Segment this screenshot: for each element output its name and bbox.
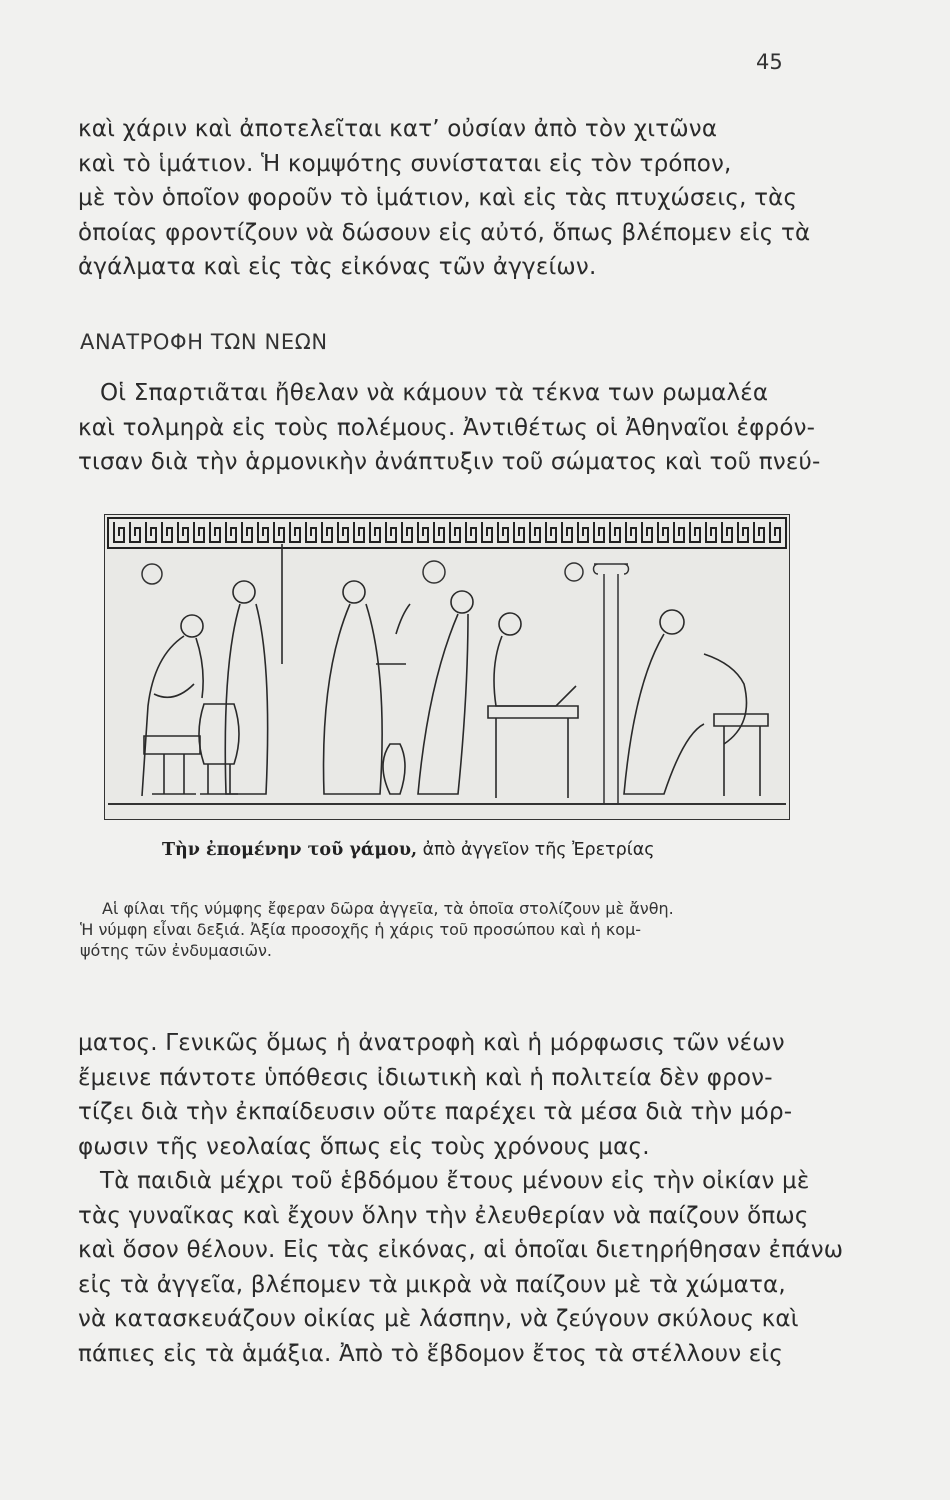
paragraph-intro xyxy=(78,112,826,285)
text-line: τίζει διὰ τὴν ἐκπαίδευσιν οὔτε παρέχει τὰ μέσα διὰ τὴν μόρ- xyxy=(78,1099,793,1125)
vase-painting-illustration xyxy=(104,514,790,820)
caption-title-bold: Τὴν ἐπομένην τοῦ γάμου, xyxy=(162,840,418,860)
caption-line: Ἡ νύμφη εἶναι δεξιά. Ἀξία προσοχῆς ἡ χάρις τοῦ προσώπου καὶ ἡ κομ- xyxy=(80,920,642,939)
page-number: 45 xyxy=(756,50,783,74)
text-line: ἀγάλματα καὶ εἰς τὰς εἰκόνας τῶν ἀγγείων. xyxy=(78,254,597,280)
text-line: ματος. Γενικῶς ὅμως ἡ ἀνατροφὴ καὶ ἡ μόρφωσις τῶν νέων xyxy=(78,1030,785,1056)
text-line: πάπιες εἰς τὰ ἁμάξια. Ἀπὸ τὸ ἕβδομον ἔτος τὰ στέλλουν εἰς xyxy=(78,1340,784,1367)
figure-caption-title xyxy=(162,840,655,860)
text-line: καὶ τολμηρὰ εἰς τοὺς πολέμους. Ἀντιθέτως οἱ Ἀθηναῖοι ἐφρόν- xyxy=(78,414,816,441)
text-line: Οἱ Σπαρτιᾶται ἤθελαν νὰ κάμουν τὰ τέκνα των ρωμαλέα xyxy=(100,380,769,406)
caption-line: Αἱ φίλαι τῆς νύμφης ἔφεραν δῶρα ἀγγεῖα, τὰ ὁποῖα στολίζουν μὲ ἄνθη. xyxy=(102,899,674,918)
text-line: τισαν διὰ τὴν ἁρμονικὴν ἀνάπτυξιν τοῦ σώματος καὶ τοῦ πνεύ- xyxy=(78,449,821,475)
caption-title-source: ἀπὸ ἀγγεῖον τῆς Ἐρετρίας xyxy=(417,840,655,860)
vase-scene-drawing xyxy=(104,514,790,820)
text-line: Τὰ παιδιὰ μέχρι τοῦ ἑβδόμου ἔτους μένουν εἰς τὴν οἰκίαν μὲ xyxy=(100,1168,810,1194)
text-line: καὶ ὅσον θέλουν. Εἰς τὰς εἰκόνας, αἱ ὁποῖαι διετηρήθησαν ἐπάνω xyxy=(78,1237,844,1263)
text-line: καὶ χάριν καὶ ἀποτελεῖται κατ’ οὐσίαν ἀπὸ τὸν χιτῶνα xyxy=(78,116,718,142)
text-line: ὁποίας φροντίζουν νὰ δώσουν εἰς αὐτό, ὅπως βλέπομεν εἰς τὰ xyxy=(78,219,811,246)
text-line: τὰς γυναῖκας καὶ ἔχουν ὅλην τὴν ἐλευθερίαν νὰ παίζουν ὅπως xyxy=(78,1202,809,1229)
paragraph-section-start xyxy=(78,376,826,480)
text-line: φωσιν τῆς νεολαίας ὅπως εἰς τοὺς χρόνους μας. xyxy=(78,1133,650,1160)
caption-line: ψότης τῶν ἐνδυμασιῶν. xyxy=(80,941,272,960)
text-line: νὰ κατασκευάζουν οἰκίας μὲ λάσπην, νὰ ζεύγουν σκύλους καὶ xyxy=(78,1306,799,1332)
section-heading: ΑΝΑΤΡΟΦΗ ΤΩΝ ΝΕΩΝ xyxy=(80,330,328,354)
text-line: ἔμεινε πάντοτε ὑπόθεσις ἰδιωτικὴ καὶ ἡ πολιτεία δὲν φρον- xyxy=(78,1064,773,1091)
figure-caption-body xyxy=(80,898,840,961)
text-line: εἰς τὰ ἀγγεῖα, βλέπομεν τὰ μικρὰ νὰ παίζουν μὲ τὰ χώματα, xyxy=(78,1271,786,1298)
text-line: μὲ τὸν ὁποῖον φοροῦν τὸ ἱμάτιον, καὶ εἰς τὰς πτυχώσεις, τὰς xyxy=(78,185,798,211)
paragraph-continuation xyxy=(78,1026,844,1371)
text-line: καὶ τὸ ἱμάτιον. Ἡ κομψότης συνίσταται εἰς τὸν τρόπον, xyxy=(78,150,732,177)
